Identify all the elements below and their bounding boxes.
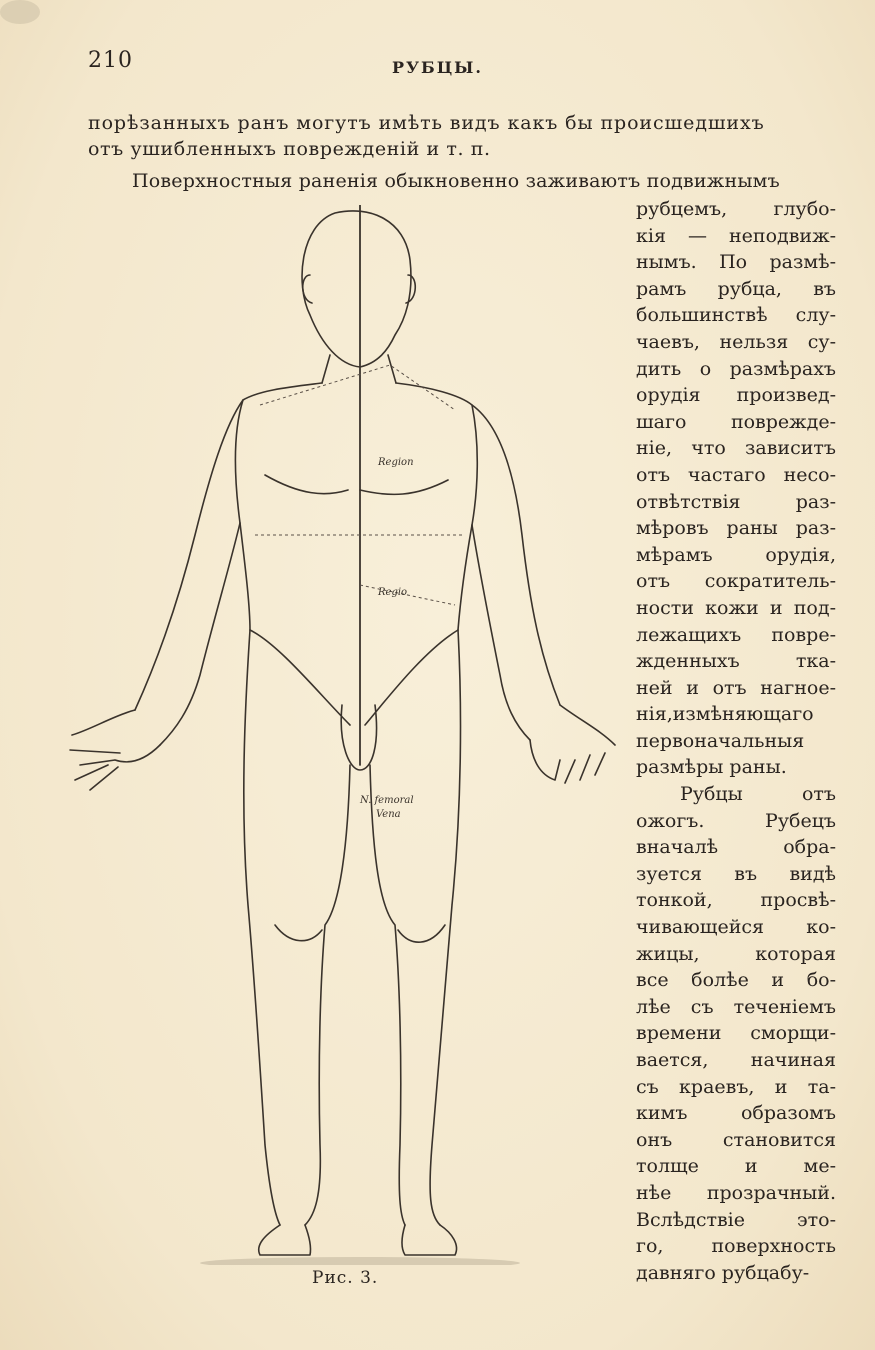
- figure-genitals: [341, 705, 376, 770]
- figure-caption: Рис. 3.: [312, 1268, 379, 1288]
- figure-label: Regio: [378, 587, 408, 598]
- column-line: зуется въ видѣ: [636, 862, 836, 885]
- figure-floor-shadow: [200, 1257, 520, 1265]
- column-line: Вслѣдствіе это-: [636, 1208, 836, 1231]
- column-line: кимъ образомъ: [636, 1102, 836, 1125]
- paper-blot: [0, 0, 40, 24]
- column-line: ніе, что зависитъ: [636, 437, 836, 460]
- column-line: лежащихъ повре-: [636, 623, 836, 646]
- column-line: тонкой, просвѣ-: [636, 889, 836, 912]
- figure-knee-right: [398, 925, 445, 942]
- column-line: рамъ рубца, въ: [636, 277, 836, 300]
- column-line: дить о размѣрахъ: [636, 357, 836, 380]
- figure-knee-left: [275, 925, 322, 941]
- text-column: [636, 196, 836, 1286]
- figure-arm-left: [135, 400, 243, 745]
- figure-pelvis: [250, 630, 458, 725]
- running-title: РУБЦЫ.: [392, 58, 483, 77]
- figure-label: N. femoral: [360, 795, 414, 806]
- column-line: размѣры раны.: [636, 756, 787, 779]
- column-line: онъ становится: [636, 1128, 836, 1151]
- column-line: давняго рубцабу-: [636, 1261, 810, 1284]
- column-line: жицы, которая: [636, 942, 836, 965]
- column-line: го, поверхность: [636, 1235, 836, 1258]
- column-line: толще и ме-: [636, 1155, 836, 1178]
- column-line: мѣровъ раны раз-: [636, 517, 836, 540]
- figure-arm-right: [472, 405, 560, 740]
- body-line: отъ ушибленныхъ поврежденій и т. п.: [88, 138, 491, 160]
- column-line: вначалѣ обра-: [636, 836, 836, 859]
- column-line: все болѣе и бо-: [636, 969, 836, 992]
- column-line: отвѣтствія раз-: [636, 490, 836, 513]
- figure-label: Region: [378, 457, 414, 468]
- column-line: Рубцы отъ: [680, 783, 836, 806]
- column-line: кія — неподвиж-: [636, 224, 836, 247]
- column-line: ней и отъ нагное-: [636, 676, 836, 699]
- body-line: порѣзанныхъ ранъ могутъ имѣть видъ какъ бы происшедшихъ: [88, 112, 765, 134]
- figure-foot-right: [402, 1225, 457, 1255]
- column-line: рубцемъ, глубо-: [636, 198, 836, 220]
- column-line: мѣрамъ орудія,: [636, 543, 836, 566]
- column-line: большинствѣ слу-: [636, 304, 836, 327]
- figure-hand-left: [70, 710, 160, 790]
- figure-abdomen-left: [240, 523, 250, 630]
- column-line: ности кожи и под-: [636, 596, 836, 619]
- figure-leg-left-outer: [244, 630, 280, 1225]
- column-line: съ краевъ, и та-: [636, 1075, 836, 1098]
- body-line: Поверхностныя раненія обыкновенно заживаютъ подвижнымъ: [132, 170, 780, 192]
- column-line: нія,измѣняющаго: [636, 703, 814, 726]
- column-line: ожогъ. Рубецъ: [636, 809, 836, 832]
- page-number: 210: [88, 48, 133, 73]
- column-line: отъ частаго несо-: [636, 463, 836, 486]
- column-line: чивающейся ко-: [636, 916, 836, 939]
- column-line: жденныхъ тка-: [636, 650, 836, 673]
- column-line: вается, начиная: [636, 1049, 836, 1071]
- figure-neck: [322, 355, 396, 383]
- column-line: времени сморщи-: [636, 1022, 836, 1045]
- column-line: отъ сократитель-: [636, 570, 836, 593]
- column-line: нымъ. По размѣ-: [636, 251, 836, 274]
- column-line: нѣе прозрачный.: [636, 1181, 836, 1204]
- figure-leg-right-inner: [370, 765, 405, 1225]
- column-line: орудія произвед-: [636, 384, 836, 407]
- column-line: чаевъ, нельзя су-: [636, 330, 836, 353]
- figure-head: [302, 211, 411, 367]
- anatomical-figure: [60, 205, 620, 1265]
- column-line: первоначальныя: [636, 729, 805, 752]
- figure-region-line: [360, 585, 455, 605]
- column-line: лѣе съ теченіемъ: [636, 995, 836, 1018]
- figure-foot-left: [259, 1225, 311, 1255]
- column-line: шаго поврежде-: [636, 410, 836, 433]
- figure-leg-right-outer: [430, 630, 460, 1225]
- figure-label: Vena: [376, 809, 401, 820]
- figure-leg-left-inner: [305, 765, 350, 1225]
- figure-torso: [236, 383, 478, 525]
- figure-abdomen-right: [458, 525, 472, 630]
- figure-hand-right: [530, 705, 615, 783]
- figure-chest-line: [265, 475, 448, 494]
